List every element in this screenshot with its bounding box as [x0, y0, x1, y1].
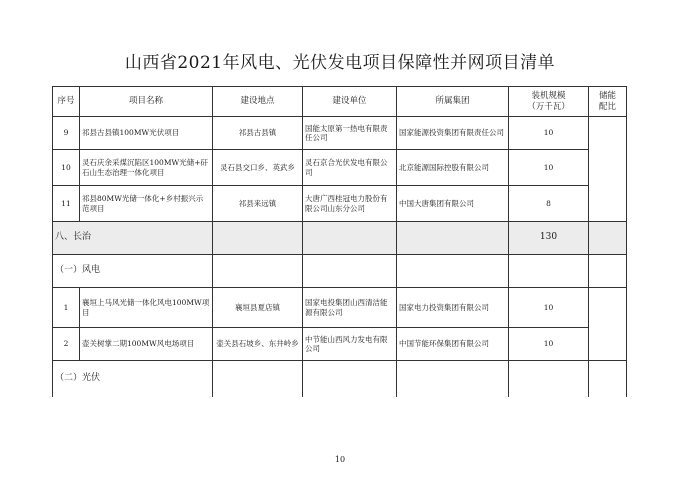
subsection-empty-cell	[509, 255, 589, 288]
document-title: 山西省2021年风电、光伏发电项目保障性并网项目清单	[124, 53, 556, 73]
row-seq: 11	[53, 186, 80, 222]
subsection-empty-cell	[213, 361, 303, 397]
row-seq: 9	[53, 117, 80, 150]
header-seq: 序号	[53, 87, 80, 117]
section-empty-cell	[303, 222, 397, 255]
header-storage: 储能 配比	[589, 87, 627, 117]
row-unit: 国家电投集团山西清洁能源有限公司	[303, 288, 397, 328]
section-empty-cell	[589, 222, 627, 255]
subsection-label: （二）光伏	[53, 361, 213, 397]
project-table	[52, 86, 627, 397]
subsection-empty-cell	[509, 361, 589, 397]
subsection-row-pv	[53, 361, 627, 397]
row-capacity: 10	[509, 150, 589, 186]
row-storage	[589, 117, 627, 222]
section-empty-cell	[397, 222, 509, 255]
header-project-name: 项目名称	[80, 87, 213, 117]
row-unit: 灵石京合光伏发电有限公司	[303, 150, 397, 186]
table-header-row	[53, 87, 627, 117]
subsection-empty-cell	[397, 255, 509, 288]
section-empty-cell	[213, 222, 303, 255]
table-row	[53, 288, 627, 328]
header-group: 所属集团	[397, 87, 509, 117]
header-unit: 建设单位	[303, 87, 397, 117]
row-capacity: 10	[509, 288, 589, 328]
row-capacity: 10	[509, 328, 589, 361]
row-seq: 10	[53, 150, 80, 186]
row-unit: 大唐广西桂冠电力股份有限公司山东分公司	[303, 186, 397, 222]
row-site: 祁县古县镇	[213, 117, 303, 150]
table-row	[53, 186, 627, 222]
row-project-name: 祁县古县镇100MW光伏项目	[80, 117, 213, 150]
header-site: 建设地点	[213, 87, 303, 117]
subsection-empty-cell	[397, 361, 509, 397]
table-row	[53, 328, 627, 361]
section-label: 八、长治	[53, 222, 213, 255]
row-group: 中国节能环保集团有限公司	[397, 328, 509, 361]
header-capacity: 装机规模 （万千瓦）	[509, 87, 589, 117]
row-unit: 中节能山西风力发电有限公司	[303, 328, 397, 361]
row-project-name: 灵石庆余采煤沉陷区100MW光储+矸石山生态治理一体化项目	[80, 150, 213, 186]
table-row	[53, 117, 627, 150]
subsection-empty-cell	[303, 361, 397, 397]
subsection-empty-cell	[213, 255, 303, 288]
row-seq: 1	[53, 288, 80, 328]
row-project-name: 襄垣上马风光储一体化风电100MW项目	[80, 288, 213, 328]
row-group: 国家电力投资集团有限公司	[397, 288, 509, 328]
row-storage	[589, 288, 627, 361]
subsection-empty-cell	[589, 255, 627, 288]
subsection-label: （一）风电	[53, 255, 213, 288]
subsection-row-wind	[53, 255, 627, 288]
row-project-name: 祁县80MW光储一体化+乡村振兴示范项目	[80, 186, 213, 222]
table-row	[53, 150, 627, 186]
subsection-empty-cell	[589, 361, 627, 397]
row-group: 中国大唐集团有限公司	[397, 186, 509, 222]
row-group: 国家能源投资集团有限责任公司	[397, 117, 509, 150]
section-row-changzhi	[53, 222, 627, 255]
row-site: 襄垣县夏店镇	[213, 288, 303, 328]
subsection-empty-cell	[303, 255, 397, 288]
page-number: 10	[334, 455, 346, 464]
row-capacity: 8	[509, 186, 589, 222]
row-site: 灵石县交口乡、英武乡	[213, 150, 303, 186]
row-site: 壶关县石坡乡、东井岭乡	[213, 328, 303, 361]
row-capacity: 10	[509, 117, 589, 150]
row-project-name: 壶关树掌二期100MW风电场项目	[80, 328, 213, 361]
row-group: 北京能源国际控股有限公司	[397, 150, 509, 186]
section-capacity: 130	[509, 222, 589, 255]
row-unit: 国能太原第一热电有限责任公司	[303, 117, 397, 150]
row-site: 祁县来远镇	[213, 186, 303, 222]
row-seq: 2	[53, 328, 80, 361]
